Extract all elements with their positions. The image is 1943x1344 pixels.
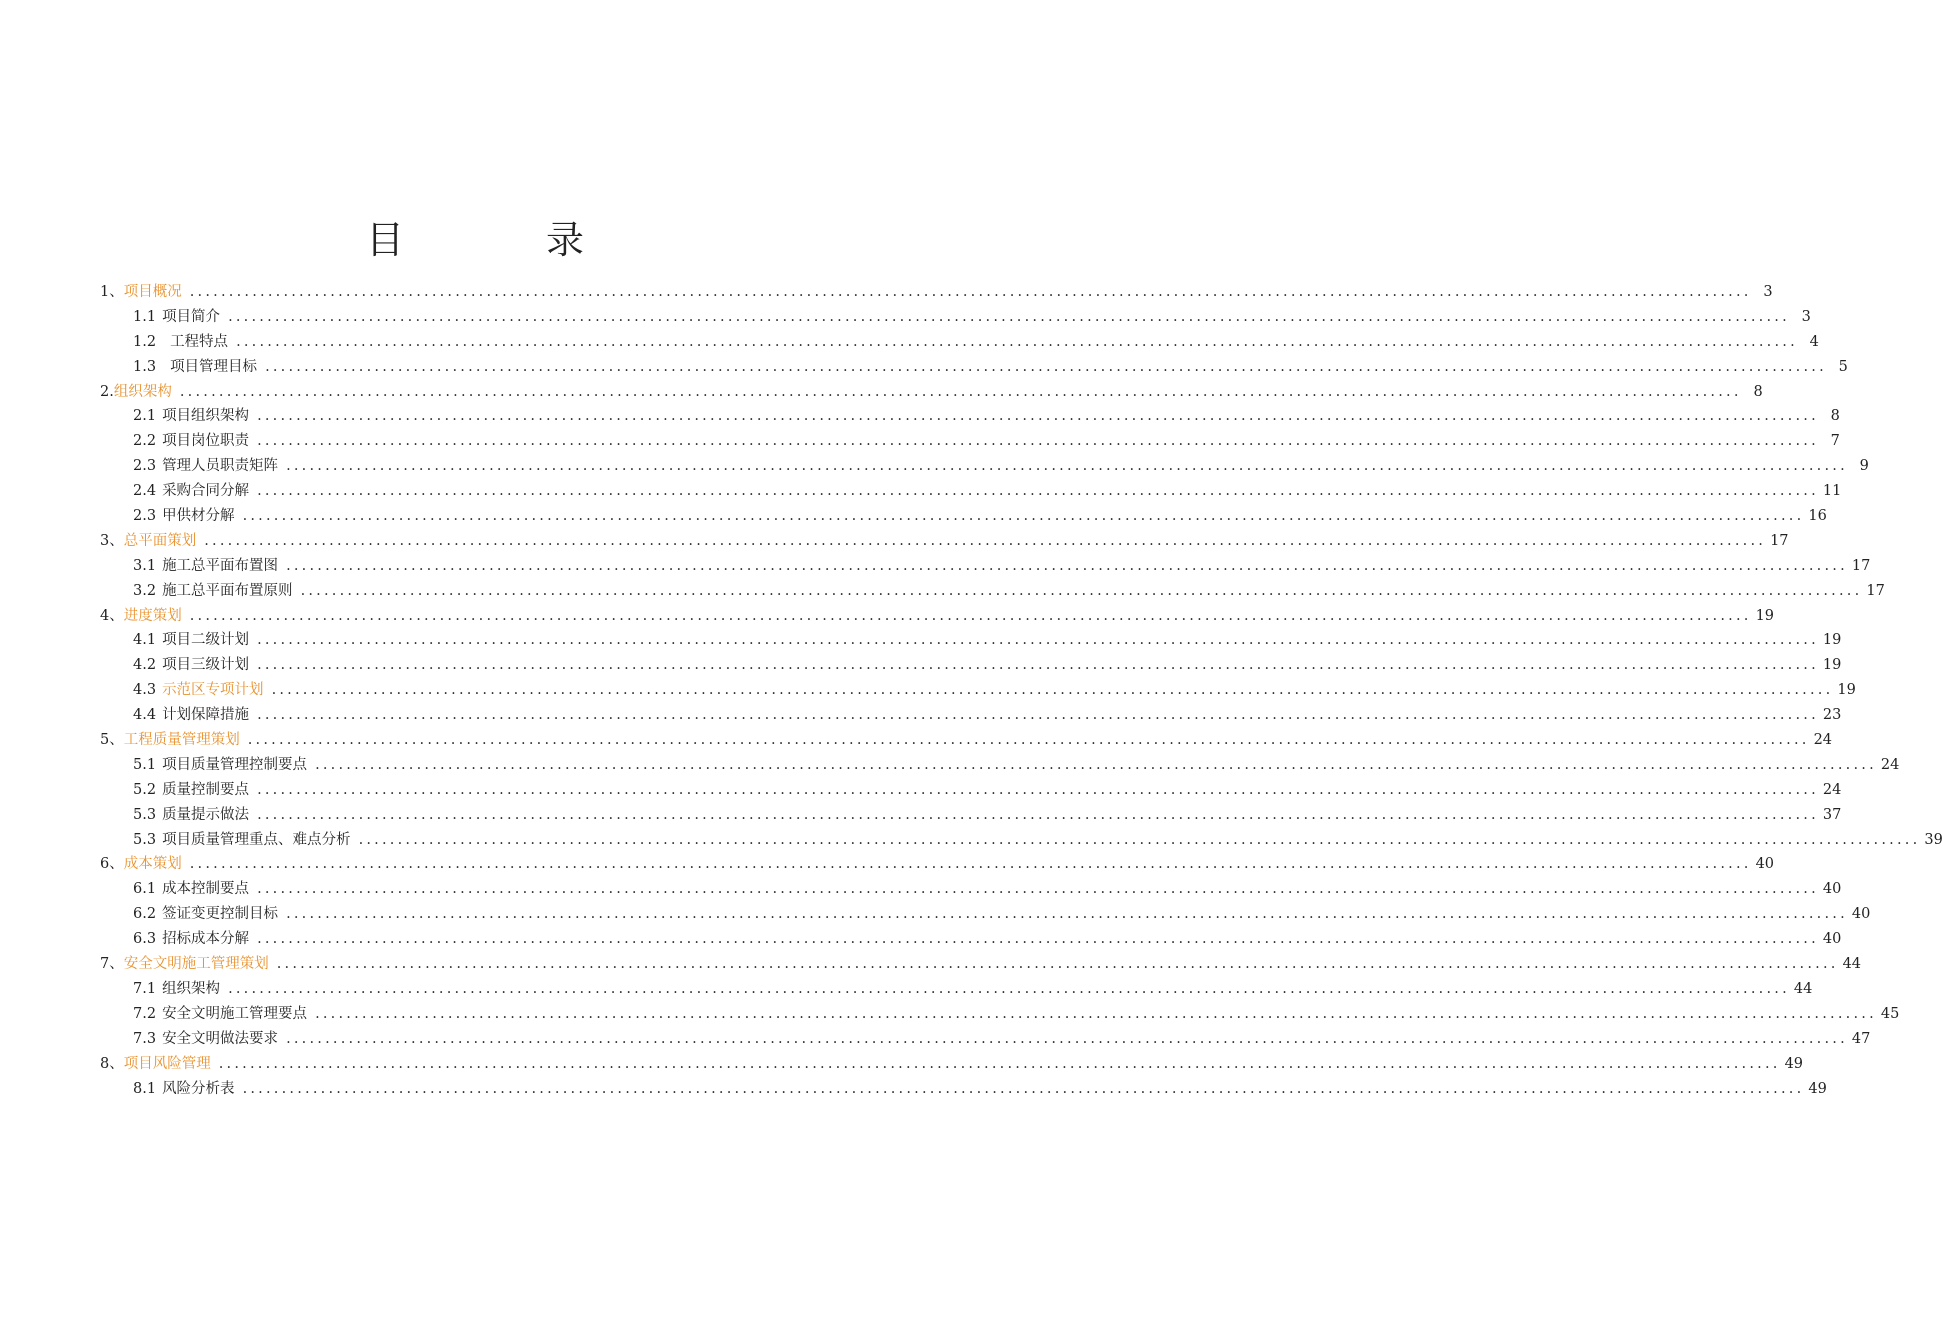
- toc-entry-title: 采购合同分解: [162, 483, 250, 500]
- toc-entry-number: 2.2: [133, 433, 157, 450]
- toc-entry-number: 7.1: [133, 980, 157, 997]
- toc-entry-page: 45: [1880, 1005, 1900, 1022]
- toc-dot-leader: ........................................................................................................................................................................................................: [242, 508, 1805, 525]
- toc-dot-leader: ........................................................................................................................................................................................................: [228, 308, 1790, 325]
- toc-entry-number: 1.1: [133, 308, 157, 325]
- toc-entry-number: 5、: [100, 732, 124, 749]
- toc-entry-title: 组织架构: [113, 383, 172, 400]
- toc-entry[interactable]: [100, 305, 1811, 330]
- toc-entry-number: 3.2: [133, 582, 157, 599]
- toc-entry-number: 5.3: [133, 806, 157, 823]
- toc-entry-page: 40: [1822, 881, 1842, 898]
- toc-entry-page: 47: [1851, 1030, 1871, 1047]
- toc-entry-page: 24: [1880, 756, 1900, 773]
- toc-entry-title: 甲供材分解: [162, 508, 235, 525]
- toc-entry-number: 3.1: [133, 557, 157, 574]
- toc-dot-leader: ........................................................................................................................................................................................................: [242, 1080, 1805, 1097]
- toc-entry[interactable]: [100, 1002, 1900, 1027]
- toc-dot-leader: ........................................................................................................................................................................................................: [257, 931, 1819, 948]
- toc-entry[interactable]: [100, 778, 1842, 803]
- toc-dot-leader: ........................................................................................................................................................................................................: [247, 732, 1810, 749]
- toc-entry-number: 2.: [100, 383, 114, 400]
- toc-dot-leader: ........................................................................................................................................................................................................: [265, 358, 1827, 375]
- toc-entry-number: 2.4: [133, 483, 157, 500]
- toc-entry-number: 6、: [100, 856, 124, 873]
- toc-entry-page: 17: [1866, 582, 1885, 599]
- toc-entry-page: 49: [1784, 1055, 1804, 1072]
- toc-dot-leader: ........................................................................................................................................................................................................: [286, 906, 1848, 923]
- toc-entry-page: 16: [1808, 508, 1827, 525]
- toc-entry-number: 8、: [100, 1055, 124, 1072]
- toc-entry-page: 3: [1763, 284, 1773, 300]
- toc-entry-title: 质量控制要点: [162, 781, 250, 798]
- toc-entry-title: 进度策划: [123, 607, 182, 624]
- toc-entry-title: 项目二级计划: [162, 632, 250, 649]
- toc-entry[interactable]: [100, 280, 1773, 305]
- toc-dot-leader: ........................................................................................................................................................................................................: [286, 557, 1848, 574]
- toc-dot-leader: ........................................................................................................................................................................................................: [257, 881, 1819, 898]
- toc-dot-leader: ........................................................................................................................................................................................................: [315, 756, 1877, 773]
- toc-entry[interactable]: [100, 1077, 1827, 1102]
- toc-entry-title: 工程质量管理策划: [123, 732, 240, 749]
- toc-entry-page: 23: [1822, 707, 1842, 724]
- toc-entry-number: 4.3: [133, 682, 157, 699]
- toc-entry-page: 44: [1842, 956, 1862, 973]
- toc-dot-leader: ........................................................................................................................................................................................................: [179, 383, 1742, 400]
- toc-dot-leader: ........................................................................................................................................................................................................: [257, 707, 1819, 724]
- toc-dot-leader: ........................................................................................................................................................................................................: [189, 856, 1752, 873]
- toc-dot-leader: ........................................................................................................................................................................................................: [315, 1005, 1877, 1022]
- toc-entry-title: 风险分析表: [162, 1080, 235, 1097]
- toc-entry-page: 8: [1753, 383, 1763, 400]
- toc-entry-number: 1、: [100, 284, 124, 300]
- toc-entry-title: 管理人员职责矩阵: [162, 458, 279, 475]
- toc-entry-title: 项目简介: [162, 308, 221, 325]
- toc-entry-page: 19: [1822, 632, 1842, 649]
- toc-entry[interactable]: [100, 330, 1819, 355]
- toc-entry-page: 8: [1830, 408, 1840, 425]
- toc-entry[interactable]: [100, 355, 1848, 380]
- toc-dot-leader: ........................................................................................................................................................................................................: [257, 806, 1819, 823]
- toc-entry[interactable]: [100, 678, 1856, 703]
- toc-entry-title: 项目三级计划: [162, 657, 250, 674]
- toc-entry[interactable]: [100, 1027, 1871, 1052]
- toc-entry-page: 24: [1813, 732, 1833, 749]
- toc-entry[interactable]: [100, 803, 1842, 828]
- toc-entry-number: 8.1: [133, 1080, 157, 1097]
- toc-entry[interactable]: [100, 977, 1813, 1002]
- toc-dot-leader: ........................................................................................................................................................................................................: [236, 333, 1798, 350]
- toc-entry-number: 6.3: [133, 931, 157, 948]
- toc-entry[interactable]: [100, 404, 1840, 429]
- toc-entry[interactable]: [100, 877, 1842, 902]
- toc-entry-title: 项目风险管理: [123, 1055, 211, 1072]
- toc-entry-title: 成本策划: [123, 856, 182, 873]
- toc-entry-page: 39: [1924, 831, 1943, 848]
- toc-entry-page: 37: [1822, 806, 1842, 823]
- toc-entry[interactable]: [100, 653, 1842, 678]
- toc-entry-title: 项目管理目标: [170, 358, 258, 375]
- toc-entry-page: 5: [1838, 358, 1848, 375]
- toc-entry-page: 44: [1793, 980, 1813, 997]
- toc-entry[interactable]: [100, 628, 1842, 653]
- toc-entry-number: 2.1: [133, 408, 157, 425]
- toc-entry-number: 4、: [100, 607, 124, 624]
- toc-entry-title: 项目质量管理控制要点: [162, 756, 308, 773]
- table-of-contents: [100, 280, 1943, 1101]
- toc-entry-title: 质量提示做法: [162, 806, 250, 823]
- toc-entry-title: 安全文明做法要求: [162, 1030, 279, 1047]
- toc-entry[interactable]: [100, 1052, 1804, 1077]
- toc-entry-number: 5.3: [133, 831, 157, 848]
- toc-entry-page: 17: [1770, 532, 1789, 549]
- toc-dot-leader: ........................................................................................................................................................................................................: [257, 781, 1819, 798]
- toc-entry-number: 1.3: [133, 358, 157, 375]
- toc-dot-leader: ........................................................................................................................................................................................................: [358, 831, 1921, 848]
- toc-entry-page: 19: [1837, 682, 1856, 699]
- toc-entry-page: 40: [1822, 931, 1842, 948]
- toc-entry[interactable]: [100, 952, 1862, 977]
- toc-entry-number: 5.1: [133, 756, 157, 773]
- toc-entry-title: 施工总平面布置原则: [162, 582, 293, 599]
- toc-entry[interactable]: [100, 753, 1900, 778]
- toc-entry-page: 19: [1822, 657, 1842, 674]
- toc-entry-page: 40: [1851, 906, 1871, 923]
- toc-entry-number: 1.2: [133, 333, 157, 350]
- toc-dot-leader: ........................................................................................................................................................................................................: [257, 632, 1819, 649]
- toc-entry[interactable]: [100, 902, 1871, 927]
- toc-dot-leader: ........................................................................................................................................................................................................: [286, 458, 1848, 475]
- toc-dot-leader: ........................................................................................................................................................................................................: [189, 284, 1752, 300]
- toc-dot-leader: ........................................................................................................................................................................................................: [257, 657, 1819, 674]
- toc-entry-number: 4.1: [133, 632, 157, 649]
- toc-entry[interactable]: [100, 454, 1869, 479]
- toc-entry[interactable]: [100, 579, 1885, 604]
- toc-dot-leader: ........................................................................................................................................................................................................: [257, 408, 1819, 425]
- toc-dot-leader: ........................................................................................................................................................................................................: [228, 980, 1790, 997]
- toc-entry-title: 工程特点: [170, 333, 229, 350]
- page-title: 目 录: [365, 218, 636, 262]
- toc-entry-page: 17: [1851, 557, 1871, 574]
- toc-entry-title: 示范区专项计划: [162, 682, 264, 699]
- toc-entry-number: 6.1: [133, 881, 157, 898]
- toc-entry-title: 招标成本分解: [162, 931, 250, 948]
- toc-entry[interactable]: [100, 828, 1943, 853]
- toc-entry-page: 7: [1830, 433, 1840, 450]
- toc-entry-number: 7.2: [133, 1005, 157, 1022]
- toc-dot-leader: ........................................................................................................................................................................................................: [204, 532, 1767, 549]
- toc-entry-title: 安全文明施工管理要点: [162, 1005, 308, 1022]
- toc-entry[interactable]: [100, 703, 1842, 728]
- toc-entry[interactable]: [100, 380, 1763, 405]
- toc-entry[interactable]: [100, 554, 1871, 579]
- toc-entry-title: 安全文明施工管理策划: [123, 956, 269, 973]
- toc-entry-title: 成本控制要点: [162, 881, 250, 898]
- toc-dot-leader: ........................................................................................................................................................................................................: [257, 433, 1819, 450]
- toc-entry[interactable]: [100, 852, 1775, 877]
- toc-entry-number: 6.2: [133, 906, 157, 923]
- toc-entry-page: 9: [1859, 458, 1869, 475]
- toc-entry-number: 7.3: [133, 1030, 157, 1047]
- toc-dot-leader: ........................................................................................................................................................................................................: [218, 1055, 1781, 1072]
- toc-entry-page: 11: [1822, 483, 1842, 500]
- toc-entry-number: 3、: [100, 532, 124, 549]
- toc-entry[interactable]: [100, 429, 1840, 454]
- toc-dot-leader: ........................................................................................................................................................................................................: [286, 1030, 1848, 1047]
- toc-entry-page: 4: [1809, 333, 1819, 350]
- toc-entry[interactable]: [100, 479, 1842, 504]
- toc-entry-page: 3: [1801, 308, 1811, 325]
- toc-entry-page: 40: [1755, 856, 1775, 873]
- toc-entry[interactable]: [100, 728, 1833, 753]
- toc-dot-leader: ........................................................................................................................................................................................................: [271, 682, 1834, 699]
- toc-entry-title: 项目岗位职责: [162, 433, 250, 450]
- toc-entry-page: 24: [1822, 781, 1842, 798]
- toc-entry-title: 签证变更控制目标: [162, 906, 279, 923]
- toc-entry-number: 5.2: [133, 781, 157, 798]
- toc-entry-number: 2.3: [133, 458, 157, 475]
- toc-entry-number: 4.4: [133, 707, 157, 724]
- toc-dot-leader: ........................................................................................................................................................................................................: [189, 607, 1752, 624]
- toc-entry-page: 19: [1755, 607, 1775, 624]
- toc-entry-title: 计划保障措施: [162, 707, 250, 724]
- toc-entry[interactable]: [100, 504, 1827, 529]
- toc-entry-title: 项目组织架构: [162, 408, 250, 425]
- toc-entry[interactable]: [100, 529, 1789, 554]
- toc-entry-title: 项目概况: [123, 284, 182, 300]
- toc-dot-leader: ........................................................................................................................................................................................................: [300, 582, 1863, 599]
- toc-entry-page: 49: [1808, 1080, 1827, 1097]
- toc-entry-number: 2.3: [133, 508, 157, 525]
- toc-entry[interactable]: [100, 927, 1842, 952]
- toc-dot-leader: ........................................................................................................................................................................................................: [276, 956, 1839, 973]
- toc-entry-title: 施工总平面布置图: [162, 557, 279, 574]
- toc-entry-title: 项目质量管理重点、难点分析: [162, 831, 351, 848]
- toc-entry-title: 总平面策划: [123, 532, 197, 549]
- toc-entry-number: 7、: [100, 956, 124, 973]
- toc-entry[interactable]: [100, 604, 1775, 629]
- toc-entry-title: 组织架构: [162, 980, 221, 997]
- toc-dot-leader: ........................................................................................................................................................................................................: [257, 483, 1819, 500]
- toc-entry-number: 4.2: [133, 657, 157, 674]
